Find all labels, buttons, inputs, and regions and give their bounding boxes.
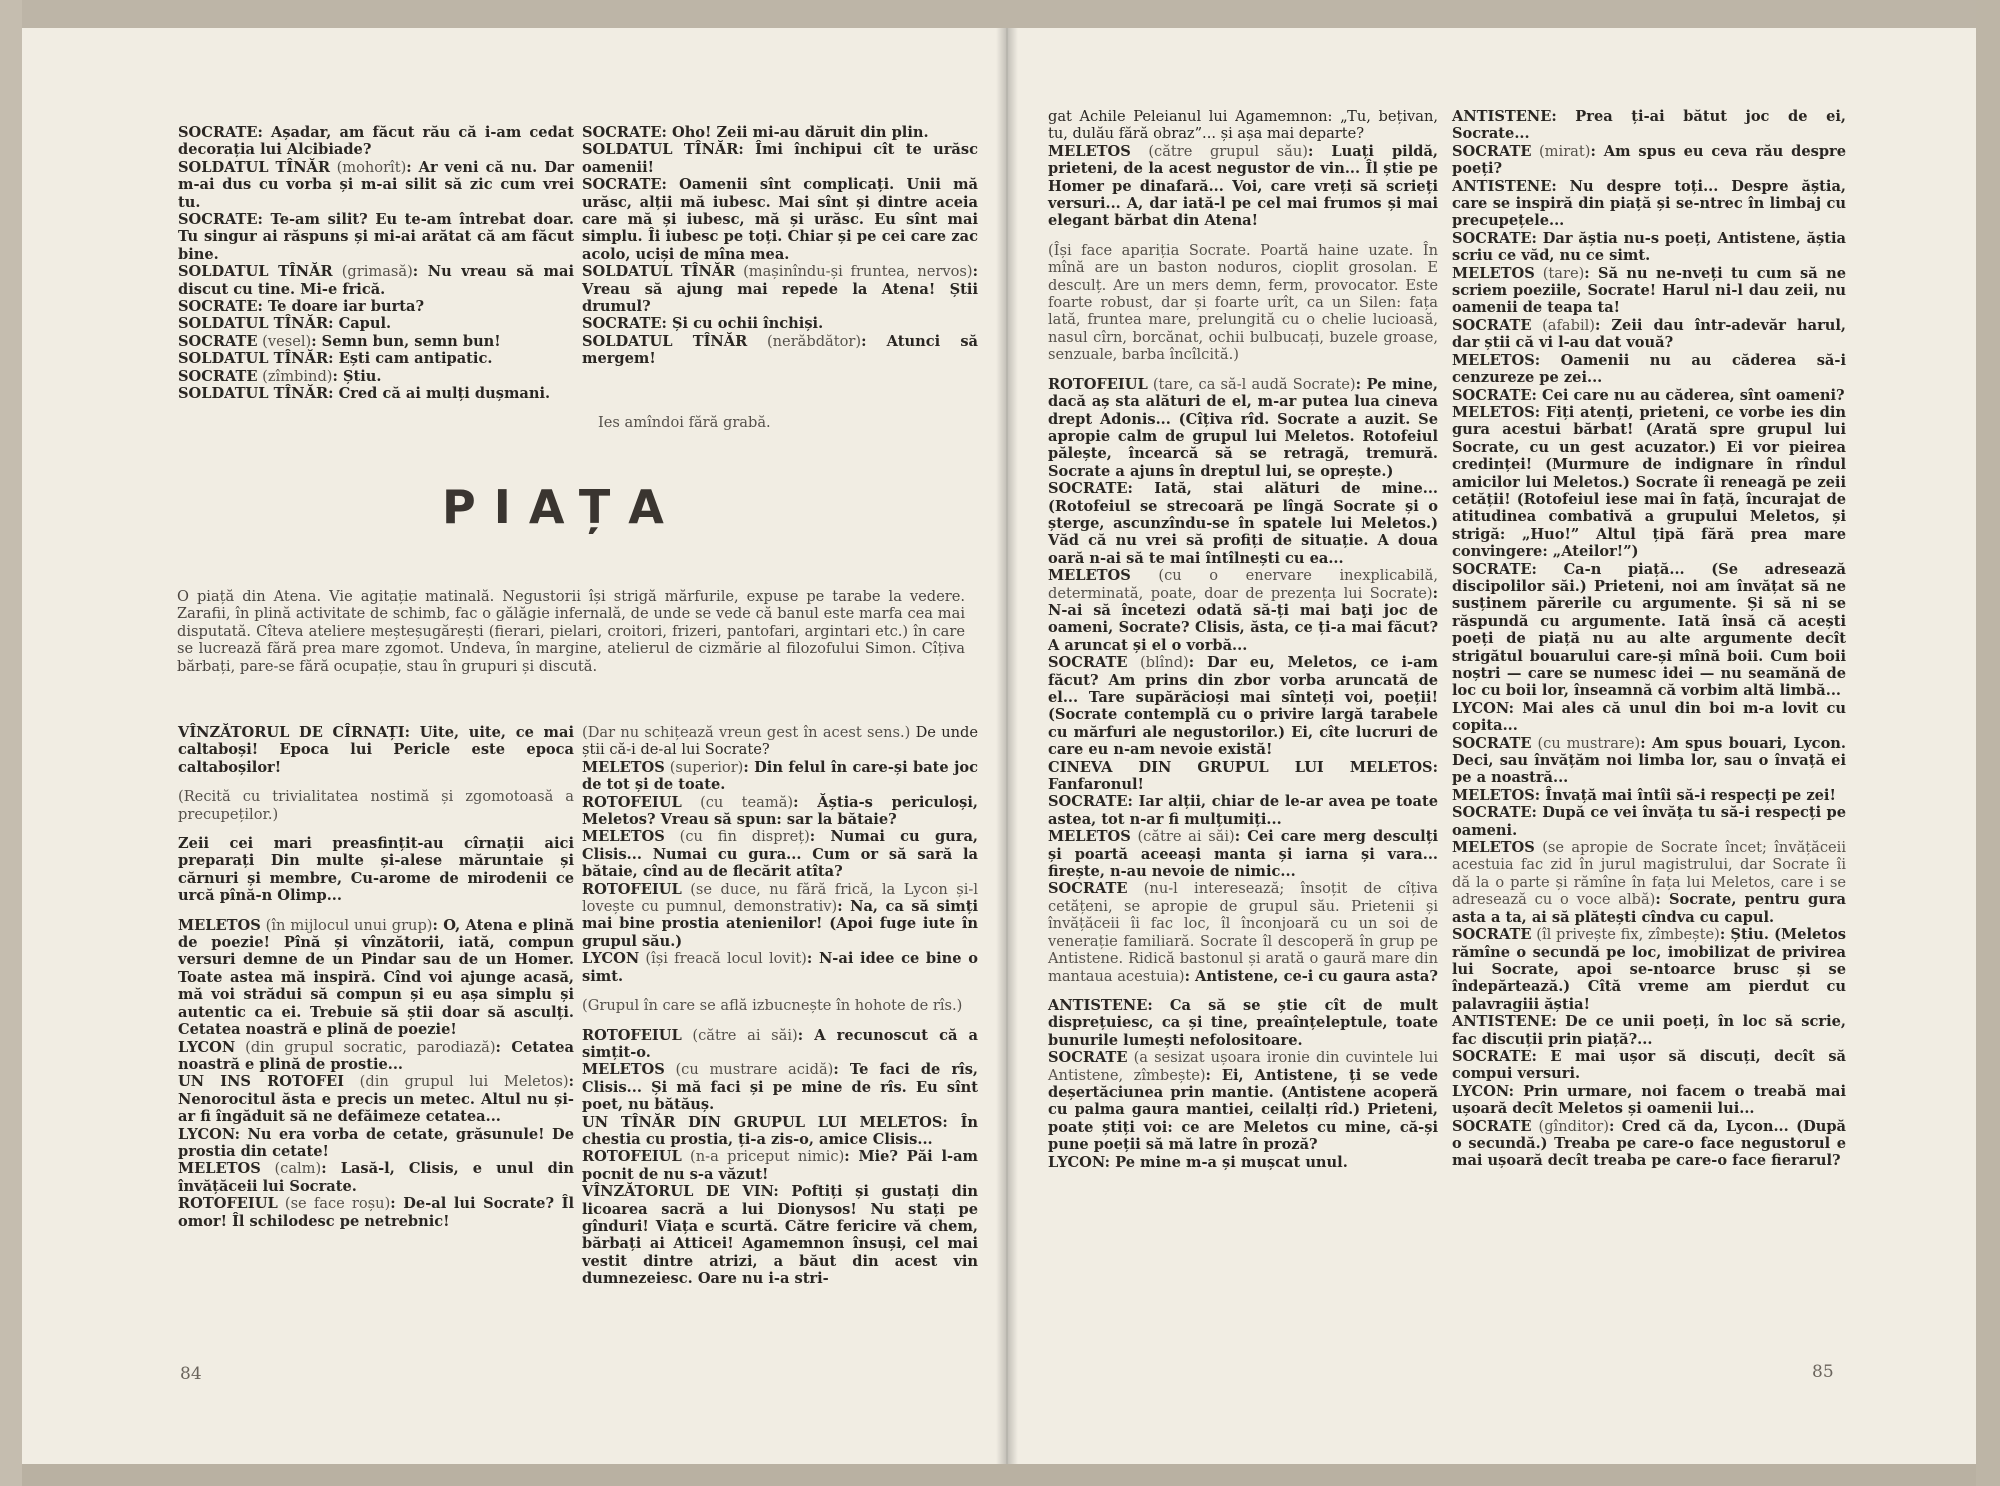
- dialogue-line: [1048, 1154, 1438, 1171]
- speaker-name: SOCRATE: [178, 124, 258, 141]
- speaker-name: SOCRATE: [1452, 1047, 1532, 1065]
- dialogue-text: : Ar veni că nu. Dar m-ai dus cu vorba și m-ai silit să zic cum vrei tu.: [178, 158, 574, 211]
- speaker-direction: (nu-l interesează; însoțit de cîțiva cetățeni, se apropie de grupul său. Prietenii și învățăceii îi fac loc, îl înconjoară cu un soi de venerație familiară. Socrate îl descoperă în grup pe Antistene. Ridică bastonul și arată o gaură mare din mantaua acestuia): [1048, 880, 1438, 985]
- stage-direction: (Grupul în care se află izbucnește în hohote de rîs.): [582, 997, 963, 1015]
- speaker-name: LYCON: [582, 950, 640, 968]
- speaker-direction: (superior): [664, 758, 744, 776]
- dialogue-line: [582, 1027, 978, 1062]
- speaker-direction: (mirat): [1531, 142, 1591, 160]
- book-edge-right: [1976, 0, 2000, 1486]
- dialogue-line: [1452, 387, 1846, 404]
- speaker-name: SOCRATE: [1452, 1117, 1532, 1135]
- dialogue-line: [178, 1160, 574, 1195]
- speaker-name: SOCRATE: [178, 211, 258, 229]
- dialogue-text: : Numai cu gura, Clisis... Numai cu gura... Cum or să sară la bătaie, cînd au de flecărit atîta?: [582, 828, 979, 881]
- dialogue-text: : Prea ți-ai bătut joc de ei, Socrate...: [1452, 108, 1846, 143]
- dialogue-line: [1452, 108, 1846, 143]
- dialogue-text: : Iar alții, chiar de le-ar avea pe toate astea, tot n-ar fi mulțumiți...: [1048, 793, 1438, 828]
- dialogue-line: [1048, 759, 1438, 794]
- dialogue-text: : Antistene, ce-i cu gaura asta?: [1184, 967, 1438, 985]
- dialogue-text: : Oho! Zeii mi-au dăruit din plin.: [661, 124, 929, 141]
- dialogue-text: gat Achile Peleianul lui Agamemnon: „Tu, bețivan, tu, dulău fără obraz”... și așa mai departe?: [1048, 108, 1438, 143]
- dialogue-line: [582, 124, 978, 141]
- dialogue-line: [178, 917, 574, 1039]
- dialogue-text: : Te-am silit? Eu te-am întrebat doar. Tu singur ai răspuns și mi-ai arătat că am făcut bine.: [178, 211, 574, 263]
- dialogue-line: [178, 211, 574, 263]
- dialogue-text: : Ei, Antistene, ți se vede deșertăciunea prin mantie. (Antistene acoperă cu palma gaura mantiei, ceilalți rîd.) Prieteni, poate știți voi: ce are Meletos cu mine, că-și pune poeții să mă latre în proză?: [1048, 1066, 1438, 1154]
- speaker-direction: (către ai săi): [681, 1026, 798, 1044]
- dialogue-line: [178, 788, 574, 823]
- dialogue-text: : Capul.: [328, 315, 392, 333]
- dialogue-text: : Cred că ai mulți dușmani.: [328, 385, 551, 403]
- speaker-name: MELETOS: [1048, 567, 1131, 585]
- stage-direction-exit: [598, 414, 978, 431]
- left-page-column-1-top: [178, 124, 574, 403]
- dialogue-line: [1452, 404, 1846, 561]
- speaker-direction: (afabil): [1531, 316, 1595, 334]
- speaker-name: LYCON: [1452, 1082, 1509, 1100]
- verse-text: Zeii cei mari preasfințit-au cîrnații aici preparați Din multe și-alese măruntaie și cărnuri și membre, Cu-arome de mirodenii ce urcă pînă-n Olimp...: [178, 835, 574, 905]
- dialogue-line: [582, 950, 978, 985]
- speaker-direction: (mohorît): [330, 158, 407, 176]
- speaker-name: SOCRATE: [582, 124, 662, 141]
- speaker-direction: (tare): [1534, 264, 1585, 282]
- speaker-name: SOCRATE: [1048, 480, 1128, 498]
- dialogue-text: : Semn bun, semn bun!: [311, 332, 501, 350]
- dialogue-line: [178, 333, 574, 350]
- speaker-direction: (cu o enervare inexplicabilă, determinată, poate, doar de prezența lui Socrate): [1048, 567, 1438, 602]
- dialogue-text: : Dar eu, Meletos, ce i-am făcut? Am prins din zbor vorba aruncată de el... Tare supărăcioși mai sînteți voi, poeții! (Socrate contemplă cu o privire largă tarabele cu mărfuri ale negustorilor.) Ei, cîte lucruri de care eu n-am nevoie există!: [1048, 654, 1439, 759]
- dialogue-line: [1048, 567, 1438, 654]
- speaker-name: ANTISTENE: [1452, 108, 1552, 125]
- dialogue-text: : Ca-n piață... (Se adresează discipolilor săi.) Prieteni, noi am învățat să ne susținem părerile cu argumente. Și să ni se răspundă cu argumente. Iată însă că acești poeți de piață nu au alte argumente decît strigătul bouarului care-și mînă boii. Cum boii noștri — care se numesc idei — nu seamănă de loc cu boii lor, înseamnă că vorbim altă limbă...: [1452, 560, 1846, 700]
- dialogue-line: [582, 141, 978, 176]
- stage-direction: (Recită cu trivialitatea nostimă și zgomotoasă a precupeților.): [178, 788, 574, 823]
- speaker-name: SOCRATE: [178, 332, 258, 350]
- left-page-column-2-bottom: [582, 724, 978, 1288]
- dialogue-line: [178, 835, 574, 905]
- speaker-direction: (cu mustrare acidă): [664, 1061, 834, 1079]
- dialogue-line: [1048, 143, 1438, 230]
- dialogue-line: [178, 350, 574, 367]
- dialogue-line: [582, 263, 978, 315]
- dialogue-text: : Cei care nu au căderea, sînt oameni?: [1531, 386, 1845, 404]
- dialogue-text: : Învață mai întîi să-i respecți pe zei!: [1534, 786, 1836, 804]
- dialogue-text: : Nu vreau să mai discut cu tine. Mi-e frică.: [178, 263, 574, 298]
- dialogue-line: [582, 1114, 978, 1149]
- dialogue-line: [582, 794, 978, 829]
- dialogue-text: : O, Atena e plină de poezie! Pînă și vînzătorii, iată, compun versuri demne de un Pindar sau de un Homer. Toate astea mă inspiră. Cînd voi ajunge acasă, mă voi strădui să compun și eu așa simplu și autentic ca ei. Trebuie să știi doar să asculți. Cetatea noastră e plină de poezie!: [178, 916, 574, 1039]
- dialogue-text: : N-ai idee ce bine o simt.: [582, 950, 979, 985]
- dialogue-text: : Oamenii sînt complicați. Unii mă urăsc, alții mă iubesc. Mai sînt și dintre aceia care mă și iubesc, mă și urăsc. Eu sînt mai simplu. Îi iubesc pe toți. Chiar și pe cei care zac acolo, uciși de mîna mea.: [582, 176, 978, 263]
- speaker-name: MELETOS: [1452, 264, 1535, 282]
- dialogue-text: : Din felul în care-și bate joc de tot și de toate.: [582, 758, 978, 794]
- dialogue-text: : Nu era vorba de cetate, grăsunule! De prostia din cetate!: [178, 1125, 574, 1160]
- speaker-name: ROTOFEIUL: [1048, 375, 1148, 393]
- dialogue-line: [1048, 1049, 1438, 1153]
- dialogue-text: : Nenorocitul ăsta e precis un metec. Altul nu și-ar fi îngăduit să ne defăimeze cetatea...: [178, 1073, 574, 1126]
- dialogue-text: : Prin urmare, noi facem o treabă mai ușoară decît Meletos și oamenii lui...: [1452, 1082, 1846, 1118]
- dialogue-line: [582, 997, 978, 1014]
- dialogue-text: : Am spus eu ceva rău despre poeți?: [1452, 142, 1846, 178]
- dialogue-text: : Și cu ochii închiși.: [661, 315, 824, 333]
- speaker-direction: (grimasă): [332, 263, 413, 281]
- speaker-direction: (se duce, nu fără frică, la Lycon și-l lovește cu pumnul, demonstrativ): [582, 880, 978, 916]
- dialogue-line: [1452, 143, 1846, 178]
- speaker-name: LYCON: [1452, 699, 1509, 717]
- dialogue-text: : În chestia cu prostia, ți-a zis-o, amice Clisis...: [582, 1113, 979, 1148]
- dialogue-line: [582, 759, 978, 794]
- speaker-name: UN INS ROTOFEI: [178, 1073, 344, 1091]
- dialogue-text: : Cei care merg desculți și poartă aceeași manta și iarna și vara... firește, n-au nevoie de nimic...: [1048, 828, 1438, 881]
- speaker-name: SOCRATE: [178, 367, 258, 385]
- stage-direction: (Își face apariția Socrate. Poartă haine uzate. În mînă are un baston noduros, cioplit grosolan. E desculț. Are un mers demn, ferm, provocator. Este foarte robust, dar și foarte urît, ca un Silen: fața lată, fruntea mare, prelungită cu o chelie lucioasă, nasul cîrn, borcănat, ochii bulbucați, buzele groase, senzuale, barba încîlcită.): [1048, 241, 1438, 364]
- speaker-name: SOCRATE: [1048, 1049, 1128, 1067]
- dialogue-line: [178, 385, 574, 402]
- dialogue-line: [178, 298, 574, 315]
- speaker-name: SOCRATE: [1048, 793, 1128, 811]
- dialogue-text: : Luați pildă, prieteni, de la acest negustor de vin... Îl știe pe Homer pe dinafară... Voi, care vreți să scrieți versuri... A, dar iată-l pe cel mai frumos și mai elegant bărbat din Atena!: [1048, 142, 1438, 230]
- dialogue-line: [178, 315, 574, 332]
- dialogue-text: : Mie? Păi l-am pocnit de nu s-a văzut!: [582, 1148, 978, 1183]
- dialogue-text: : De-al lui Socrate? Îl omor! Îl schilodesc pe netrebnic!: [178, 1195, 574, 1230]
- dialogue-line: [178, 1195, 574, 1230]
- dialogue-line: [1452, 735, 1846, 787]
- dialogue-text: : N-ai să încetezi odată să-ți mai baţi joc de oameni, Socrate? Clisis, ăsta, ce ți-a mai făcut? A aruncat și el o vorbă...: [1048, 584, 1438, 654]
- speaker-name: SOCRATE: [1048, 880, 1128, 898]
- speaker-name: MELETOS: [582, 828, 665, 846]
- dialogue-text: : După ce vei învăța tu să-i respecți pe oameni.: [1452, 804, 1846, 839]
- speaker-direction: (în mijlocul unui grup): [260, 916, 433, 934]
- dialogue-line: [1452, 265, 1846, 317]
- left-page-column-2-top: [582, 124, 978, 368]
- book-edge-bottom: [0, 1464, 2000, 1486]
- dialogue-line: [1452, 700, 1846, 735]
- book-edge-top: [0, 0, 2000, 28]
- speaker-direction: (se apropie de Socrate încet; învățăceii acestuia fac zid în jurul magistrului, dar Socrate îi dă la o parte și rămîne în fața lui Meletos, care i se adresează cu o voce albă): [1452, 839, 1846, 909]
- speaker-name: MELETOS: [1452, 403, 1535, 421]
- dialogue-line: [178, 1073, 574, 1125]
- speaker-name: ROTOFEIUL: [582, 1026, 682, 1044]
- dialogue-text: : Am spus bouari, Lycon. Deci, sau învățăm noi limba lor, sau o învață ei pe a noastră...: [1452, 734, 1846, 787]
- speaker-direction: (din grupul lui Meletos): [343, 1073, 569, 1091]
- dialogue-line: [178, 159, 574, 211]
- speaker-name: LYCON: [1048, 1153, 1105, 1171]
- speaker-name: MELETOS: [582, 758, 665, 776]
- speaker-name: LYCON: [178, 1038, 236, 1056]
- stage-direction: (Dar nu schițează vreun gest în acest sens.): [582, 724, 916, 741]
- dialogue-line: [1048, 828, 1438, 880]
- dialogue-text: : Na, ca să simți mai bine prostia atenienilor! (Apoi fuge iute în grupul său.): [582, 898, 978, 950]
- dialogue-line: [1452, 352, 1846, 387]
- speaker-name: MELETOS: [178, 1160, 261, 1178]
- speaker-name: SOLDATUL TÎNĂR: [582, 141, 739, 159]
- speaker-name: SOCRATE: [1452, 560, 1532, 578]
- dialogue-text: De unde știi că-i de-al lui Socrate?: [582, 724, 978, 759]
- dialogue-text: : Să nu ne-nveți tu cum să ne scriem poeziile, Socrate! Harul ni-l dau zeii, nu oamenii de teapa ta!: [1452, 264, 1846, 317]
- dialogue-text: : Poftiți și gustați din licoarea sacră a lui Dionysos! Nu stați pe gînduri! Viața e scurtă. Către fericire vă chem, bărbați ai Atticei! Agamemnon însuși, cel mai vestit dintre atrizi, a băut din acest vin dumnezeiesc. Oare nu i-a stri-: [582, 1183, 978, 1288]
- dialogue-line: [178, 724, 574, 776]
- dialogue-line: [1048, 654, 1438, 758]
- dialogue-text: : Socrate, pentru gura asta a ta, ai să plătești cîndva cu capul.: [1452, 891, 1846, 926]
- speaker-name: SOCRATE: [1452, 804, 1532, 822]
- speaker-name: SOLDATUL TÎNĂR: [178, 385, 329, 403]
- speaker-direction: (calm): [260, 1160, 322, 1178]
- speaker-name: SOLDATUL TÎNĂR: [178, 263, 333, 281]
- dialogue-text: : Ăștia-s periculoși, Meletos? Vreau să spun: sar la bătaie?: [582, 793, 978, 829]
- speaker-name: SOLDATUL TÎNĂR: [582, 332, 748, 350]
- speaker-name: ROTOFEIUL: [582, 793, 682, 811]
- speaker-name: ROTOFEIUL: [582, 1148, 682, 1166]
- speaker-name: ROTOFEIUL: [582, 880, 682, 898]
- speaker-name: UN TÎNĂR DIN GRUPUL LUI MELETOS: [582, 1113, 943, 1131]
- speaker-direction: (cu fin dispreț): [664, 828, 810, 846]
- speaker-direction: (către grupul său): [1130, 142, 1308, 160]
- dialogue-line: [1452, 926, 1846, 1013]
- book-edge-left: [0, 0, 22, 1486]
- speaker-name: SOCRATE: [1452, 229, 1532, 247]
- speaker-direction: (cu mustrare): [1531, 734, 1641, 752]
- speaker-direction: (îl privește fix, zîmbește): [1531, 926, 1720, 944]
- dialogue-line: [582, 315, 978, 332]
- dialogue-line: [1452, 317, 1846, 352]
- speaker-name: SOCRATE: [1452, 142, 1532, 160]
- speaker-name: SOLDATUL TÎNĂR: [178, 158, 331, 176]
- dialogue-text: : Iată, stai alături de mine... (Rotofeiul se strecoară pe lîngă Socrate și o șterge, ascunzîndu-se în spatele lui Meletos.) Văd că nu vrei să profiți de situație. A doua oară n-ai să te mai întîlnești cu ea...: [1048, 480, 1438, 567]
- speaker-name: MELETOS: [1452, 351, 1535, 369]
- page-number-right: 85: [1812, 1362, 1834, 1382]
- dialogue-line: [1452, 178, 1846, 230]
- speaker-direction: (din grupul socratic, parodiază): [235, 1038, 496, 1056]
- speaker-name: MELETOS: [1452, 839, 1535, 857]
- dialogue-text: : Ești cam antipatic.: [328, 350, 493, 368]
- dialogue-line: [1048, 108, 1438, 143]
- dialogue-line: [1048, 376, 1438, 480]
- dialogue-line: [1048, 880, 1438, 984]
- speaker-direction: (nerăbdător): [747, 332, 862, 350]
- speaker-name: ANTISTENE: [1048, 996, 1148, 1014]
- speaker-name: SOLDATUL TÎNĂR: [178, 315, 329, 333]
- dialogue-text: : Dar ăștia nu-s poeți, Antistene, ăștia scriu ce văd, nu ce simt.: [1452, 229, 1846, 265]
- page-number-left: 84: [180, 1364, 202, 1384]
- right-page-column-2: [1452, 108, 1846, 1170]
- dialogue-text: : Nu despre toți... Despre ăștia, care se inspiră din piață și se-ntrec în limbaj cu precupețele...: [1452, 177, 1846, 230]
- speaker-direction: (se face roșu): [277, 1195, 391, 1213]
- left-page: [22, 28, 1006, 1464]
- dialogue-line: [582, 1061, 978, 1113]
- speaker-direction: (zîmbind): [257, 367, 333, 385]
- speaker-name: SOCRATE: [178, 298, 258, 316]
- dialogue-text: : A recunoscut că a simțit-o.: [582, 1026, 978, 1061]
- dialogue-text: : Cetatea noastră e plină de prostie...: [178, 1038, 574, 1073]
- speaker-name: SOCRATE: [1048, 654, 1128, 672]
- speaker-name: MELETOS: [582, 1061, 665, 1079]
- speaker-name: ANTISTENE: [1452, 177, 1552, 195]
- dialogue-text: : Pe mine, dacă aș sta alături de el, m-ar putea lua cineva drept Adonis... (Cîțiva rîd. Socrate a auzit. Se apropie calm de grupul lui Meletos. Rotofeiul pălește, încearcă să se retragă, tremură. Socrate a ajuns în dreptul lui, se oprește.): [1048, 375, 1438, 480]
- dialogue-line: [1452, 230, 1846, 265]
- left-page-column-1-bottom: [178, 724, 574, 1230]
- dialogue-line: [582, 176, 978, 263]
- speaker-name: CINEVA DIN GRUPUL LUI MELETOS: [1048, 758, 1433, 776]
- dialogue-line: [1048, 793, 1438, 828]
- dialogue-text: : Te faci de rîs, Clisis... Și mă faci și pe mine de rîs. Eu sînt poet, nu bătăuș.: [582, 1061, 978, 1114]
- speaker-name: MELETOS: [1048, 142, 1131, 160]
- dialogue-text: : Mai ales că unul din boi m-a lovit cu copita...: [1452, 699, 1846, 735]
- right-page-column-1: [1048, 108, 1438, 1171]
- speaker-direction: (blînd): [1127, 654, 1189, 672]
- speaker-name: MELETOS: [178, 916, 261, 934]
- dialogue-text: : De ce unii poeți, în loc să scrie, fac discuții prin piață?...: [1452, 1013, 1846, 1048]
- dialogue-text: : Te doare iar burta?: [257, 298, 425, 316]
- dialogue-line: [1452, 561, 1846, 700]
- dialogue-line: [1452, 1083, 1846, 1118]
- dialogue-text: : Zeii dau într-adevăr harul, dar știi că vi l-au dat vouă?: [1452, 316, 1846, 352]
- dialogue-text: : Vreau să ajung mai repede la Atena! Știi drumul?: [582, 263, 978, 316]
- dialogue-line: [178, 1039, 574, 1074]
- speaker-name: SOCRATE: [582, 176, 662, 194]
- scene-title: PIAȚA: [442, 480, 682, 534]
- speaker-name: SOCRATE: [1452, 926, 1532, 944]
- speaker-direction: (tare, ca să-l audă Socrate): [1147, 375, 1356, 393]
- speaker-direction: (cu teamă): [681, 793, 794, 811]
- speaker-name: LYCON: [178, 1125, 235, 1143]
- speaker-direction: (își freacă locul lovit): [639, 950, 807, 968]
- dialogue-line: [1048, 242, 1438, 364]
- speaker-name: MELETOS: [1048, 828, 1131, 846]
- dialogue-line: [178, 1126, 574, 1161]
- speaker-name: ANTISTENE: [1452, 1013, 1552, 1031]
- dialogue-text: : Atunci să mergem!: [582, 332, 978, 368]
- scene-intro: O piață din Atena. Vie agitație matinală. Negustorii își strigă mărfurile, expuse pe tarabe la vedere. Zarafii, în plină activitate de schimb, fac o gălăgie infernală, de unde se vede că banul este marfa cea mai disputată. Cîteva ateliere meșteșugărești (fierari, pielari, croitori, frizeri, pantofari, argintari etc.) în care se lucrează fără prea mare zgomot. Undeva, în margine, atelierul de cizmărie al filozofului Simon. Cîțiva bărbați, pare-se fără ocupație, stau în grupuri și discută.: [177, 588, 965, 675]
- dialogue-line: [582, 724, 978, 759]
- speaker-name: SOCRATE: [1452, 386, 1532, 404]
- dialogue-text: : Cred că da, Lycon... (După o secundă.) Treaba pe care-o face negustorul e mai ușoară decît treaba pe care-o face fierarul?: [1452, 1117, 1846, 1170]
- dialogue-line: [582, 828, 978, 880]
- stage-exit-text: Ies amîndoi fără grabă.: [598, 414, 771, 431]
- dialogue-line: [1452, 1013, 1846, 1048]
- dialogue-text: : Știu.: [332, 367, 382, 385]
- dialogue-line: [1452, 787, 1846, 804]
- dialogue-line: [582, 333, 978, 368]
- speaker-direction: (către ai săi): [1130, 828, 1235, 846]
- dialogue-line: [1452, 839, 1846, 926]
- speaker-name: SOLDATUL TÎNĂR: [178, 350, 329, 368]
- book-gutter: [996, 28, 1018, 1464]
- dialogue-text: : Știu. (Meletos rămîne o secundă pe loc, imobilizat de privirea lui Socrate, apoi se-ntoarce brusc și se îndepărtează.) Cîtă vreme am pierdut cu palavragiii ăștia!: [1452, 926, 1847, 1013]
- speaker-name: VÎNZĂTORUL DE VIN: [582, 1183, 774, 1201]
- dialogue-line: [178, 368, 574, 385]
- dialogue-line: [582, 1148, 978, 1183]
- right-page: [1006, 28, 1976, 1464]
- dialogue-text: : E mai ușor să discuți, decît să compui versuri.: [1452, 1047, 1846, 1083]
- dialogue-line: [178, 124, 574, 159]
- speaker-name: SOCRATE: [1452, 734, 1532, 752]
- dialogue-text: : Lasă-l, Clisis, e unul din învățăceii lui Socrate.: [178, 1160, 575, 1195]
- dialogue-text: : Oamenii nu au căderea să-i cenzureze pe zei...: [1452, 351, 1846, 387]
- dialogue-text: : Ca să se știe cît de mult disprețuiesc, ca și tine, preaînțeleptule, toate bunurile lumești nefolositoare.: [1048, 996, 1438, 1049]
- speaker-name: SOLDATUL TÎNĂR: [582, 263, 736, 281]
- speaker-name: VÎNZĂTORUL DE CÎRNAȚI: [178, 724, 405, 741]
- speaker-direction: (gînditor): [1531, 1117, 1609, 1135]
- speaker-direction: (mașinîndu-și fruntea, nervos): [735, 263, 973, 281]
- speaker-name: MELETOS: [1452, 786, 1535, 804]
- speaker-direction: (n-a priceput nimic): [681, 1148, 845, 1166]
- speaker-name: SOCRATE: [582, 315, 662, 333]
- speaker-direction: (vesel): [257, 332, 312, 350]
- dialogue-line: [582, 1183, 978, 1287]
- dialogue-text: : Uite, uite, ce mai caltaboși! Epoca lui Pericle este epoca caltaboșilor!: [178, 724, 574, 776]
- dialogue-text: : Pe mine m-a și mușcat unul.: [1104, 1153, 1348, 1171]
- dialogue-line: [1452, 1118, 1846, 1170]
- dialogue-text: : Așadar, am făcut rău că i-am cedat decorația lui Alcibiade?: [178, 124, 574, 159]
- dialogue-text: : Fiți atenți, prieteni, ce vorbe ies din gura acestui bărbat! (Arată spre grupul lui Socrate, cu un gest acuzator.) Ei vor pieirea credinței! (Murmure de indignare în rîndul amicilor lui Meletos.) Socrate îi reneagă pe zeii cetății! (Rotofeiul iese mai în față, încurajat de atitudinea combativă a grupului Meletos, și strigă: „Huo!” Altul țipă fără prea mare convingere: „Ateilor!”): [1452, 403, 1846, 561]
- dialogue-line: [582, 881, 978, 951]
- dialogue-line: [1452, 1048, 1846, 1083]
- speaker-name: ROTOFEIUL: [178, 1195, 278, 1213]
- speaker-name: SOCRATE: [1452, 316, 1532, 334]
- dialogue-line: [178, 263, 574, 298]
- dialogue-line: [1048, 480, 1438, 567]
- dialogue-text: : Îmi închipui cît te urăsc oamenii!: [582, 141, 978, 176]
- dialogue-line: [1452, 804, 1846, 839]
- dialogue-text: : Fanfaronul!: [1048, 758, 1438, 794]
- dialogue-line: [1048, 997, 1438, 1049]
- speaker-direction: (a sesizat ușoara ironie din cuvintele lui Antistene, zîmbește): [1048, 1049, 1438, 1084]
